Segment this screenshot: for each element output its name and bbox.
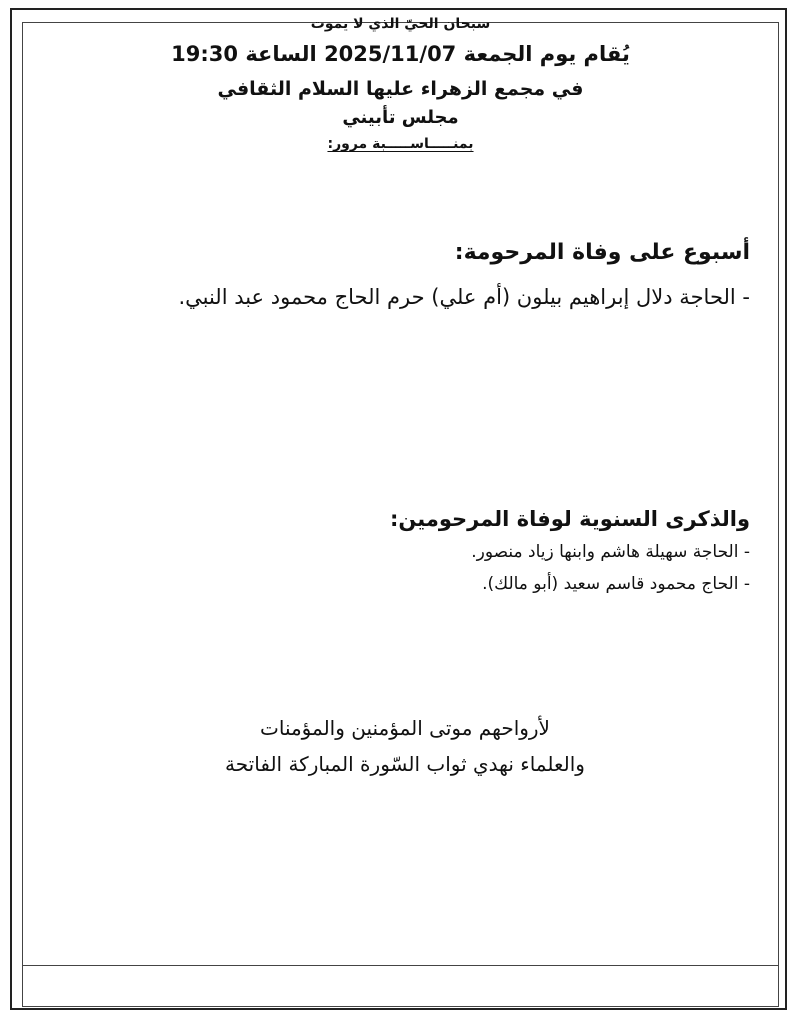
event-date-time: يُقام يوم الجمعة 2025/11/07 الساعة 19:30 [171, 42, 630, 66]
footer-divider [22, 965, 779, 966]
event-venue: في مجمع الزهراء عليها السلام الثقافي [217, 78, 584, 100]
closing-line-1: لأرواحهم موتى المؤمنين والمؤمنات [260, 716, 550, 740]
anniversary-section-heading: والذكرى السنوية لوفاة المرحومين: [389, 507, 750, 531]
anniversary-deceased-item-1: - الحاجة سهيلة هاشم وابنها زياد منصور. [471, 542, 750, 562]
event-type: مجلس تأبيني [342, 107, 459, 128]
week-section-heading: أسبوع على وفاة المرحومة: [454, 240, 750, 265]
occasion-label: بمنـــــاســـــبة مرور: [327, 136, 474, 152]
week-deceased-item: - الحاجة دلال إبراهيم بيلون (أم علي) حرم الحاج محمود عبد النبي. [178, 285, 750, 309]
occasion-label-wrap [22, 136, 779, 152]
closing-line-2: والعلماء نهدي ثواب السّورة المباركة الفاتحة [225, 752, 585, 776]
anniversary-deceased-item-2: - الحاج محمود قاسم سعيد (أبو مالك). [482, 574, 750, 594]
invocation-text: سبحان الحيّ الذي لا يموت [310, 16, 491, 32]
